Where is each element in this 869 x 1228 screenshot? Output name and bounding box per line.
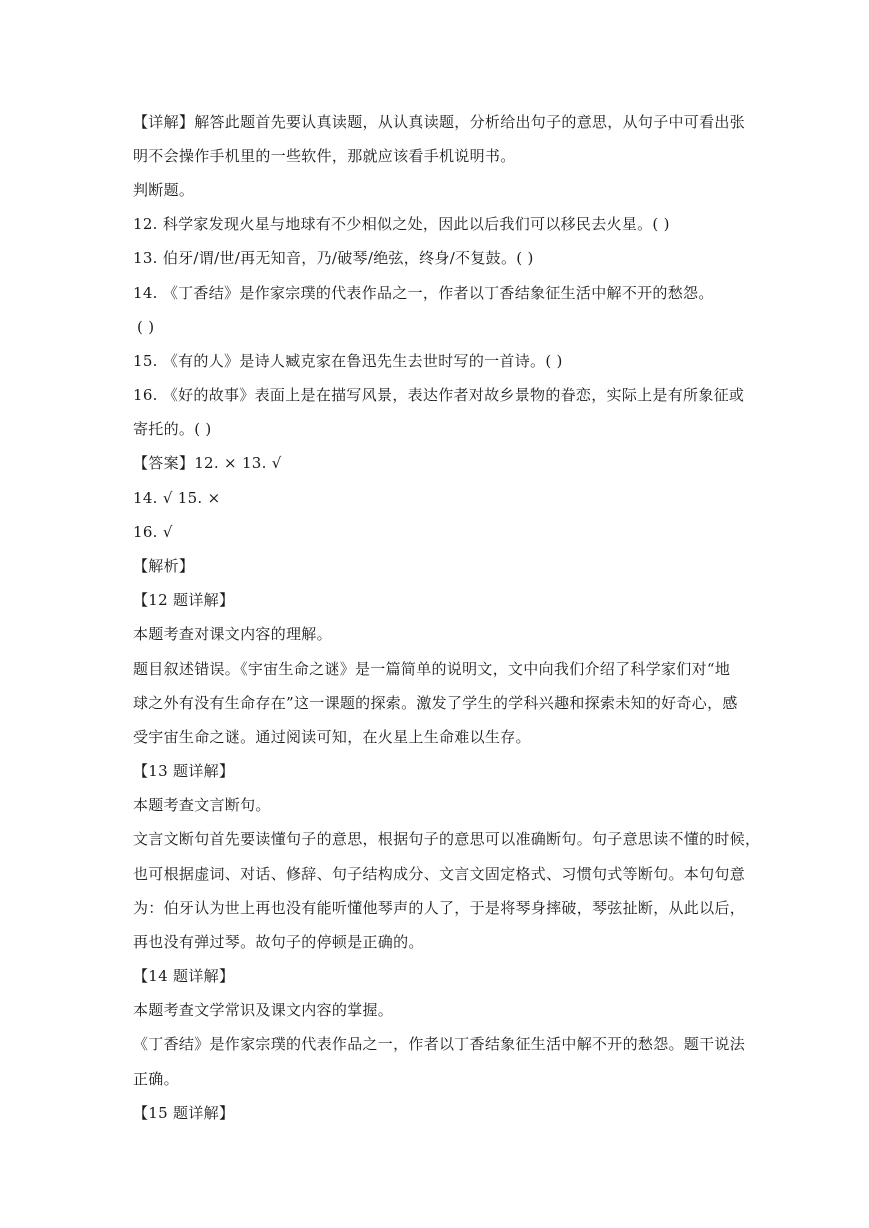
question-16-cont: 寄托的。( ) xyxy=(133,420,212,438)
text-line-section-judgment: 判断题。 xyxy=(133,181,195,199)
q12-detail-line-4: 受宇宙生命之谜。通过阅读可知，在火星上生命难以生存。 xyxy=(133,728,531,746)
question-15: 15. 《有的人》是诗人臧克家在鲁迅先生去世时写的一首诗。( ) xyxy=(133,352,563,370)
question-14-blank: ( ) xyxy=(137,318,155,336)
q12-detail-line-3: 球之外有没有生命存在”这一课题的探索。激发了学生的学科兴趣和探索未知的好奇心，感 xyxy=(133,694,738,712)
q13-detail-line-5: 再也没有弹过琴。故句子的停顿是正确的。 xyxy=(133,933,424,951)
q13-detail-line-4: 为：伯牙认为世上再也没有能听懂他琴声的人了，于是将琴身摔破，琴弦扯断，从此以后， xyxy=(133,899,746,917)
question-12: 12. 科学家发现火星与地球有不少相似之处，因此以后我们可以移民去火星。( ) xyxy=(133,215,670,233)
question-14: 14. 《丁香结》是作家宗璞的代表作品之一，作者以丁香结象征生活中解不开的愁怨。 xyxy=(133,284,714,302)
q13-detail-line-1: 本题考查文言断句。 xyxy=(133,796,271,814)
question-16: 16. 《好的故事》表面上是在描写风景，表达作者对故乡景物的眷恋，实际上是有所象征或 xyxy=(133,386,745,404)
q14-detail-line-1: 本题考查文学常识及课文内容的掌握。 xyxy=(133,1001,394,1019)
q14-detail-line-3: 正确。 xyxy=(133,1070,179,1088)
q14-detail-heading: 【14 题详解】 xyxy=(133,967,235,985)
q12-detail-line-2: 题目叙述错误。《宇宙生命之谜》是一篇简单的说明文，文中向我们介绍了科学家们对“地 xyxy=(133,660,731,678)
question-13: 13. 伯牙/谓/世/再无知音，乃/破琴/绝弦，终身/不复鼓。( ) xyxy=(133,249,534,267)
q14-detail-line-2: 《丁香结》是作家宗璞的代表作品之一，作者以丁香结象征生活中解不开的愁怨。题干说法 xyxy=(133,1035,746,1053)
q13-detail-line-3: 也可根据虚词、对话、修辞、句子结构成分、文言文固定格式、习惯句式等断句。本句句意 xyxy=(133,865,746,883)
answer-line-2: 14. √ 15. × xyxy=(133,489,221,507)
q13-detail-heading: 【13 题详解】 xyxy=(133,762,235,780)
text-line-detail-intro: 【详解】解答此题首先要认真读题，从认真读题，分析给出句子的意思，从句子中可看出张 xyxy=(133,113,746,131)
analysis-heading: 【解析】 xyxy=(133,557,195,575)
q12-detail-line-1: 本题考查对课文内容的理解。 xyxy=(133,625,332,643)
answer-line-3: 16. √ xyxy=(133,523,173,541)
q15-detail-heading: 【15 题详解】 xyxy=(133,1104,235,1122)
answer-line-1: 【答案】12. × 13. √ xyxy=(133,454,282,472)
text-line-detail-intro-cont: 明不会操作手机里的一些软件，那就应该看手机说明书。 xyxy=(133,147,516,165)
q12-detail-heading: 【12 题详解】 xyxy=(133,591,235,609)
q13-detail-line-2: 文言文断句首先要读懂句子的意思，根据句子的意思可以准确断句。句子意思读不懂的时候， xyxy=(133,830,761,848)
